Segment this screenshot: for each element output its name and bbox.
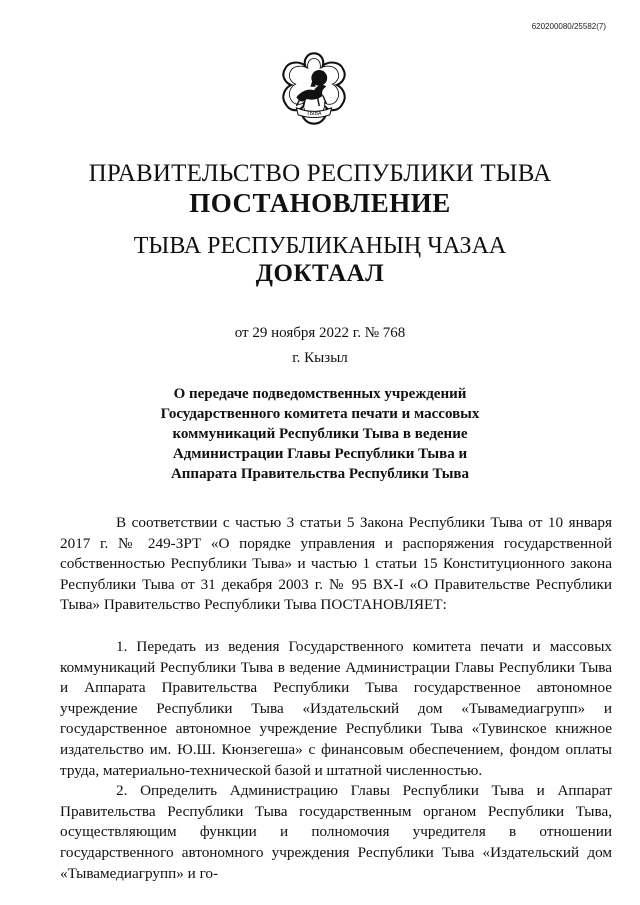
title-line: коммуникаций Республики Тыва в ведение bbox=[172, 426, 468, 442]
clause-1-paragraph: 1. Передать из ведения Государственного комитета печати и массовых коммуникаций Республики Тыва в ведение Администрации Главы Республики Тыва и Аппарата Правительства Республики Тыва государственное автономное учреждение Республики Тыва «Издательский дом «Тывамедиагрупп» и государственное автономное учреждение Республики Тыва «Тувинское книжное издательство им. Ю.Ш. Кюнзегеша» с финансовым обеспечением, фондом оплаты труда, материально-технической базой и штатной численностью. bbox=[60, 637, 612, 779]
document-id: 620200080/25582(7) bbox=[531, 22, 606, 31]
coat-of-arms-emblem bbox=[270, 48, 358, 136]
emblem-banner-text: ТЫВА bbox=[306, 110, 322, 117]
title-line: Аппарата Правительства Республики Тыва bbox=[170, 466, 470, 482]
title-line: О передаче подведомственных учреждений bbox=[173, 386, 467, 402]
document-city: г. Кызыл bbox=[292, 350, 348, 366]
title-line: Государственного комитета печати и массовых bbox=[160, 406, 480, 422]
document-type-tyva: ДОКТААЛ bbox=[255, 260, 385, 287]
preamble-paragraph: В соответствии с частью 3 статьи 5 Закона Республики Тыва от 10 января 2017 г. № 249-ЗРТ «О порядке управления и распоряжения государственной собственностью Республики Тыва» и частью 1 статьи 15 Конституционного закона Республики Тыва от 31 декабря 2003 г. № 95 ВХ-I «О Правительстве Республики Тыва» Правительство Республики Тыва ПОСТАНОВЛЯЕТ: bbox=[60, 514, 612, 614]
title-line: Администрации Главы Республики Тыва и bbox=[172, 446, 468, 462]
clause-2-paragraph: 2. Определить Администрацию Главы Республики Тыва и Аппарат Правительства Республики Тыва государственным органом Республики Тыва, осуществляющим функции и полномочия учредителя в отношении государственного автономного учреждения Республики Тыва «Издательский дом «Тывамедиагрупп» и го- bbox=[60, 782, 612, 882]
document-date-number: от 29 ноября 2022 г. № 768 bbox=[234, 325, 406, 341]
emblem-icon bbox=[270, 48, 358, 136]
document-body bbox=[60, 513, 612, 884]
document-title bbox=[0, 384, 640, 484]
document-type-ru: ПОСТАНОВЛЕНИЕ bbox=[189, 188, 451, 218]
government-name-ru: ПРАВИТЕЛЬСТВО РЕСПУБЛИКИ ТЫВА bbox=[88, 160, 552, 187]
government-name-tyva: ТЫВА РЕСПУБЛИКАНЫҢ ЧАЗАА bbox=[133, 233, 507, 259]
